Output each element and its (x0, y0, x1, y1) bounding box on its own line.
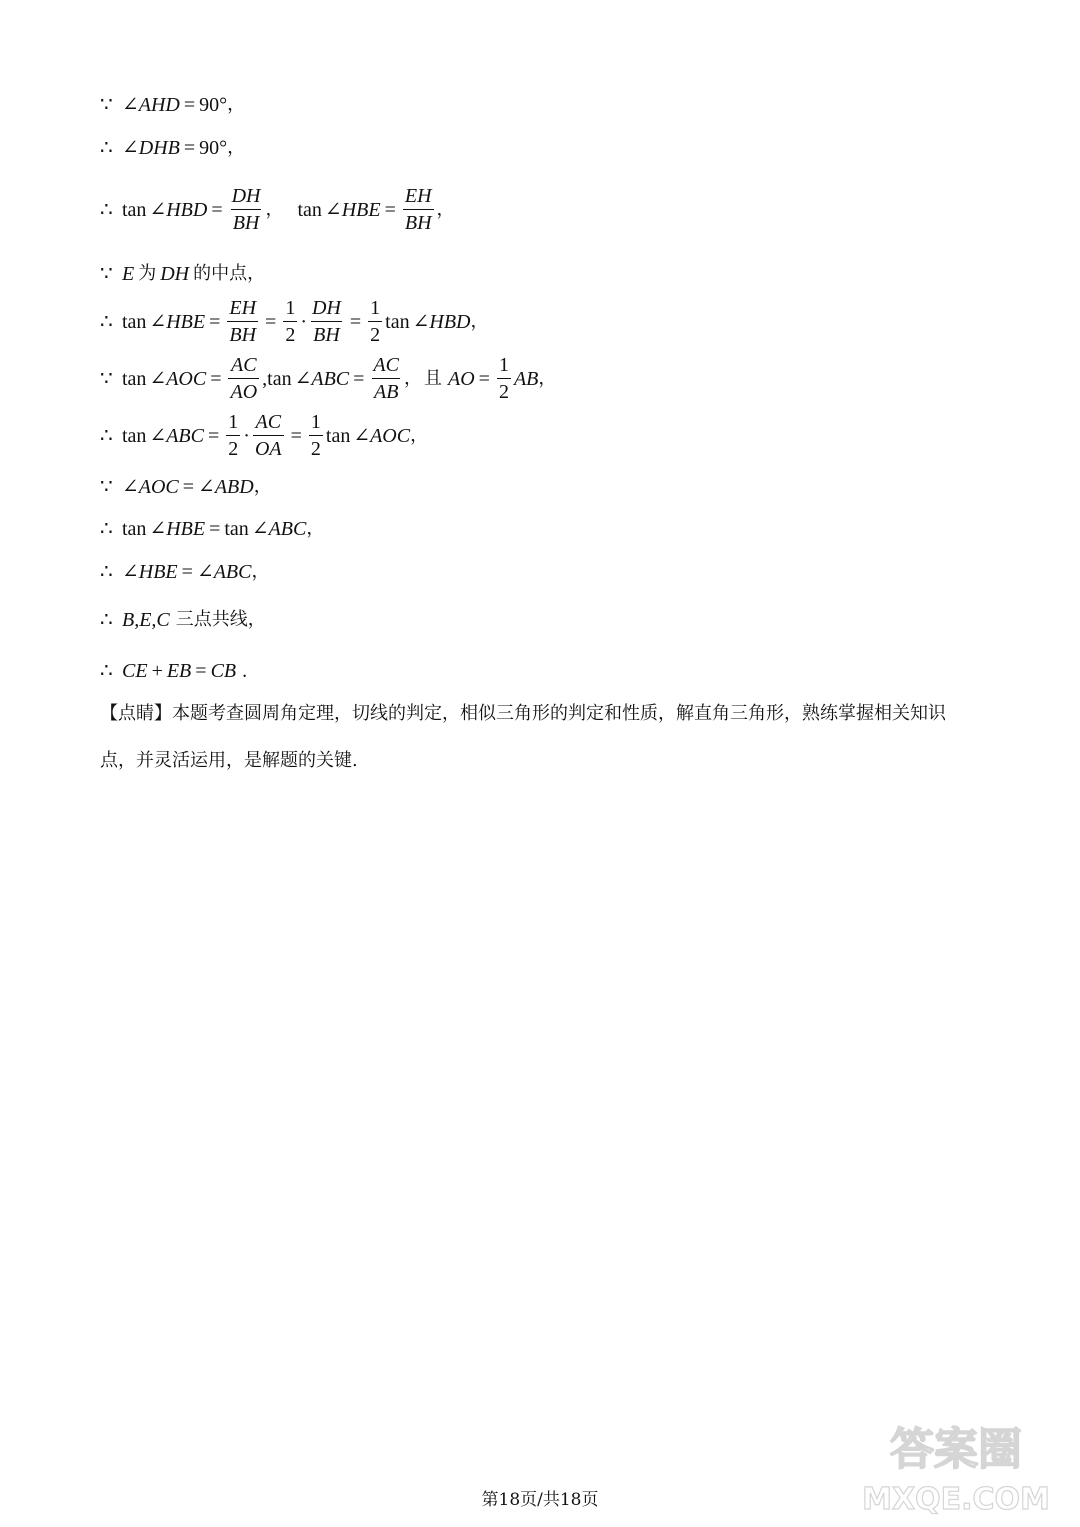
angle-symbol: ∠ (149, 199, 167, 221)
numerator: AC (373, 354, 399, 376)
equals: = (349, 311, 362, 333)
angle-name: ABC (166, 425, 204, 447)
segment-name: AO (447, 368, 475, 390)
equals: = (209, 311, 221, 333)
equals: = (209, 518, 221, 540)
equals: = (211, 199, 223, 221)
angle-name: ABC (213, 561, 252, 583)
numerator: 1 (498, 354, 509, 376)
line-12 (100, 661, 247, 681)
angle-symbol: ∠ (122, 94, 139, 116)
angle-symbol: ∠ (198, 476, 215, 498)
therefore-symbol: ∴ (100, 609, 113, 631)
angle-symbol: ∠ (122, 476, 139, 498)
angle-symbol: ∠ (196, 561, 214, 583)
text: 且 (423, 368, 442, 389)
segment-name: CB (210, 660, 237, 682)
numerator: 1 (310, 411, 321, 433)
equals: = (478, 368, 490, 390)
therefore-symbol: ∴ (100, 199, 113, 221)
tan-function: tan (385, 311, 410, 333)
comma: ， (227, 137, 246, 158)
equals: = (353, 368, 365, 390)
fraction (230, 186, 263, 234)
numerator: 1 (370, 297, 381, 319)
angle-symbol: ∠ (294, 368, 312, 390)
text: 三点共线， (175, 609, 266, 630)
denominator: 2 (283, 321, 297, 346)
because-symbol: ∵ (100, 94, 113, 116)
angle-name: HBE (166, 518, 206, 540)
equals: = (210, 368, 222, 390)
points-list: B,E,C (122, 609, 170, 631)
angle-name: DHB (138, 137, 180, 159)
equals: = (183, 94, 196, 116)
comma: ， (265, 199, 284, 220)
comma: ， (538, 368, 557, 389)
tan-function: tan (224, 518, 249, 540)
fraction (227, 298, 258, 346)
comma: ， (436, 199, 455, 220)
angle-symbol: ∠ (353, 425, 371, 447)
segment-name: DH (160, 263, 190, 285)
numerator: DH (231, 185, 261, 207)
angle-name: AOC (166, 368, 207, 390)
degree-value: 90° (199, 137, 228, 159)
angle-name: HBD (429, 311, 471, 333)
denominator: AO (228, 378, 259, 403)
tan-function: tan (122, 425, 147, 447)
because-symbol: ∵ (100, 476, 113, 498)
comma: ， (251, 561, 270, 582)
equals: = (182, 476, 195, 498)
segment-name: AB (513, 368, 539, 390)
comma: ， (227, 94, 246, 115)
denominator: 2 (226, 435, 240, 460)
denominator: 2 (309, 435, 323, 460)
numerator: EH (229, 297, 257, 319)
angle-symbol: ∠ (324, 199, 342, 221)
fraction (368, 298, 382, 346)
fraction (403, 186, 434, 234)
tan-function: tan (122, 199, 147, 221)
denominator: 2 (497, 378, 511, 403)
comma: ， (470, 311, 489, 332)
point-name: E (122, 263, 135, 285)
numerator: 1 (228, 411, 239, 433)
dot-operator: · (300, 311, 307, 333)
fraction (497, 355, 511, 403)
comma: ， (410, 425, 429, 446)
denominator: AB (372, 378, 400, 403)
angle-symbol: ∠ (149, 518, 167, 540)
line-4 (100, 264, 265, 284)
fraction (253, 412, 284, 460)
numerator: AC (255, 411, 282, 433)
denominator: OA (253, 435, 284, 460)
therefore-symbol: ∴ (100, 518, 113, 540)
tan-function: tan (297, 199, 322, 221)
angle-name: AOC (370, 425, 411, 447)
segment-name: EB (166, 660, 192, 682)
denominator: BH (231, 209, 262, 234)
fraction (371, 355, 401, 403)
numerator: DH (312, 297, 341, 319)
degree-value: 90° (199, 94, 228, 116)
tan-function: tan (325, 425, 351, 447)
line-8 (100, 477, 272, 497)
equals: = (265, 311, 277, 333)
tan-function: tan (267, 368, 292, 390)
angle-symbol: ∠ (149, 311, 167, 333)
equals: = (384, 199, 396, 221)
angle-name: ABD (214, 476, 254, 498)
equals: = (290, 425, 302, 447)
denominator: 2 (368, 321, 382, 346)
tan-function: tan (122, 518, 147, 540)
because-symbol: ∵ (100, 368, 113, 390)
angle-name: ABC (311, 368, 350, 390)
watermark-bottom-text: MXQE.COM (862, 1482, 1050, 1517)
angle-symbol: ∠ (412, 311, 430, 333)
line-10 (100, 562, 269, 582)
equals: = (195, 660, 207, 682)
therefore-symbol: ∴ (100, 137, 113, 159)
line-9 (100, 519, 324, 539)
angle-name: HBD (166, 199, 208, 221)
angle-name: HBE (341, 199, 381, 221)
fraction (283, 298, 297, 346)
plus: + (151, 660, 163, 682)
tan-function: tan (122, 311, 147, 333)
therefore-symbol: ∴ (100, 660, 113, 682)
angle-name: HBE (166, 311, 206, 333)
comma: ， (306, 518, 325, 539)
because-symbol: ∵ (100, 263, 113, 285)
denominator: BH (403, 209, 434, 234)
therefore-symbol: ∴ (100, 311, 113, 333)
angle-name: ABC (268, 518, 307, 540)
comma: ， (403, 368, 422, 389)
therefore-symbol: ∴ (100, 425, 113, 447)
equals: = (181, 561, 193, 583)
line-11 (100, 610, 266, 630)
fraction (228, 355, 259, 403)
angle-symbol: ∠ (149, 425, 167, 447)
equals: = (183, 137, 196, 159)
line-3 (100, 186, 455, 234)
therefore-symbol: ∴ (100, 561, 113, 583)
text: 为 (138, 263, 157, 284)
line-1 (100, 95, 245, 115)
fraction (310, 298, 343, 346)
comma: ， (253, 476, 272, 497)
line-2 (100, 138, 245, 158)
numerator: AC (231, 354, 257, 376)
period: . (242, 660, 248, 682)
dot-operator: · (243, 425, 250, 447)
segment-name: CE (122, 660, 148, 682)
key-point-note: 【点睛】本题考查圆周角定理，切线的判定，相似三角形的判定和性质，解直角三角形，熟练掌握相关知识点，并灵活运用，是解题的关键. (100, 703, 946, 771)
fraction (309, 412, 323, 460)
denominator: BH (227, 321, 258, 346)
line-7 (100, 412, 428, 460)
angle-symbol: ∠ (122, 137, 139, 159)
tan-function: tan (122, 368, 147, 390)
angle-symbol: ∠ (122, 561, 139, 583)
angle-name: AHD (138, 94, 180, 116)
page-number: 第18页/共18页 (481, 1490, 599, 1510)
angle-symbol: ∠ (251, 518, 269, 540)
watermark-logo (856, 1409, 1056, 1519)
watermark-top-text: 答案圈 (890, 1424, 1022, 1475)
text: 的中点， (193, 263, 266, 284)
denominator: BH (311, 321, 342, 346)
line-5 (100, 298, 488, 346)
numerator: EH (404, 185, 432, 207)
angle-name: HBE (138, 561, 178, 583)
fraction (226, 412, 240, 460)
numerator: 1 (285, 297, 296, 319)
angle-symbol: ∠ (149, 368, 167, 390)
equals: = (207, 425, 220, 447)
line-6: ∵ tan ∠ AOC = $\frac{AC}{AO}$ , tan ∠ ABC = $\frac{AC}{AB}$ ， 且 AO = $\frac{1}{2}$ AB ， (100, 354, 557, 403)
angle-name: AOC (138, 476, 179, 498)
